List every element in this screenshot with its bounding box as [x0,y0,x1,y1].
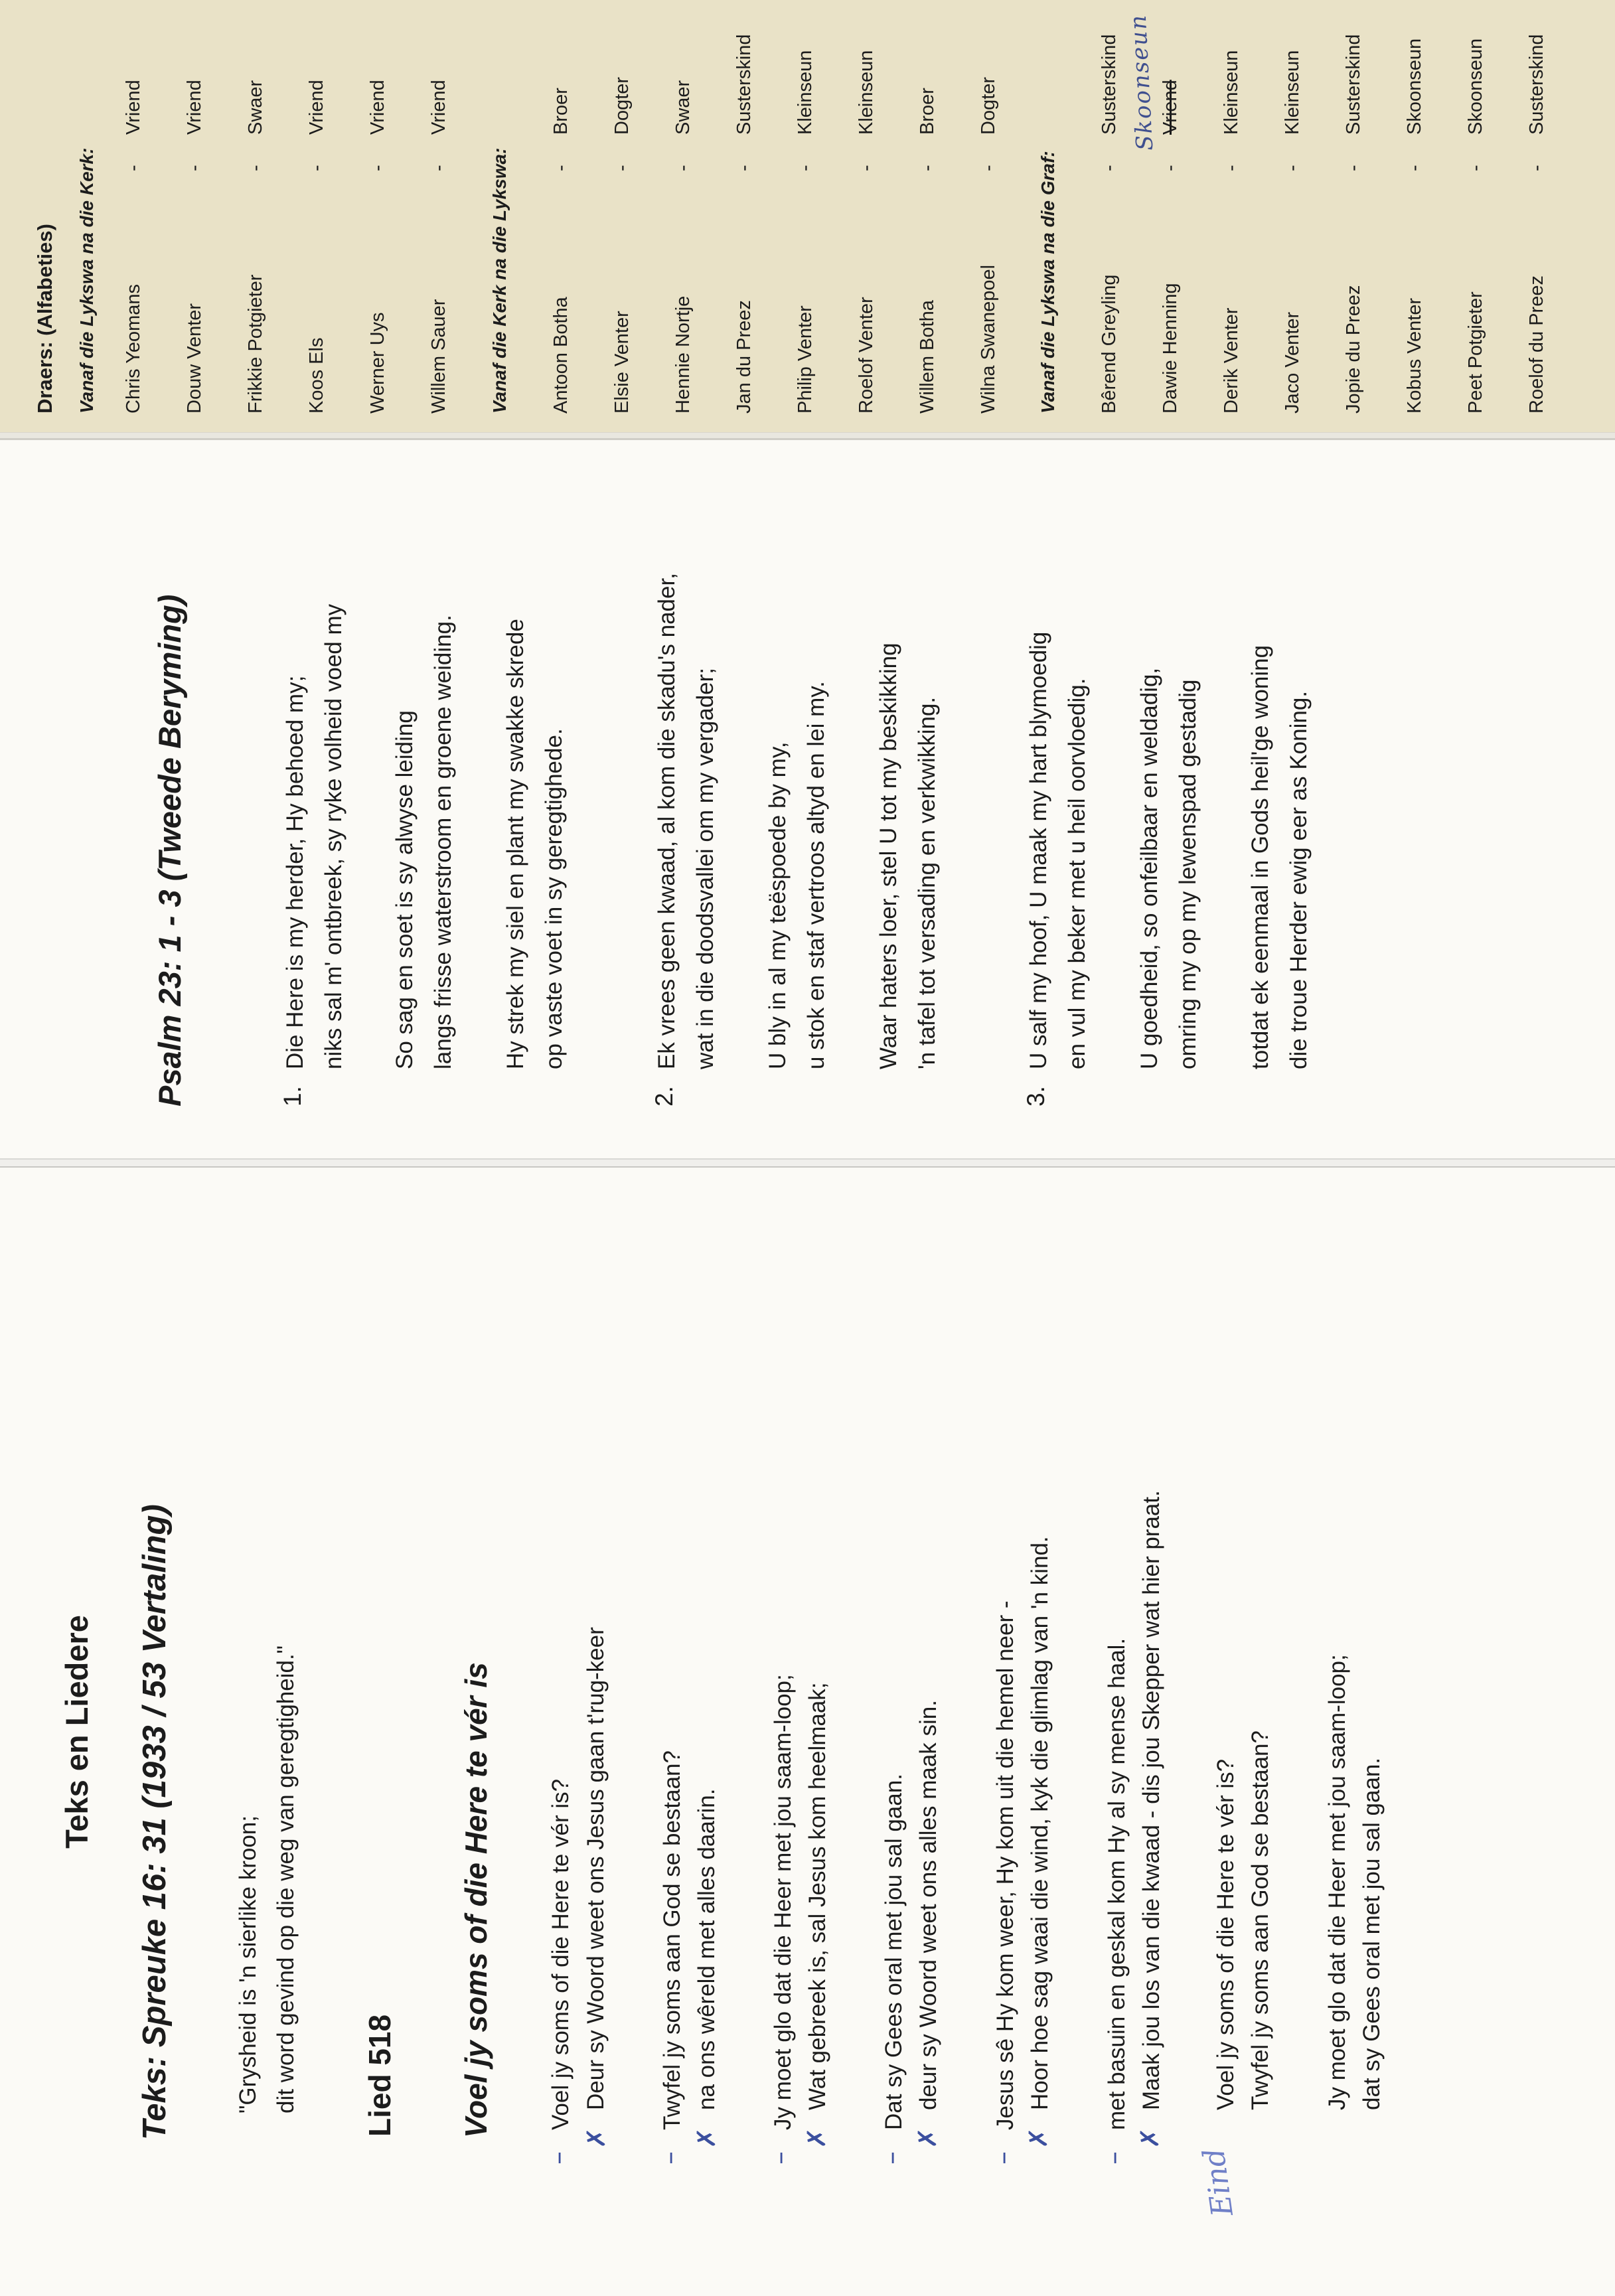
stanza-line: Voel jy soms of die Here te vér is? [1213,1758,1239,2110]
bearer-name: Willem Sauer [428,299,449,414]
bearer-relation-struck: Vriend [1160,80,1181,135]
bearers-group-heading: Vanaf die Lykswa na die Kerk: [76,147,97,414]
dash-mark: – [543,2151,574,2165]
separator-dash: - [1465,165,1486,171]
psalm-panel [0,440,1615,1158]
stanza-line: Deur sy Woord weet ons Jesus gaan t'rug-keer [583,1627,609,2110]
bearer-relation: Skoonseun [1404,38,1425,135]
dash-mark: – [765,2151,795,2165]
bearer-relation: Kleinseun [1221,50,1242,135]
dash-mark: – [654,2151,685,2165]
bearer-name: Hennie Nortje [672,295,694,414]
dash-mark: – [876,2151,907,2165]
bearer-relation: Susterskind [1099,34,1120,135]
verse-line: en vul my beker met u heil oorvloedig. [1064,678,1090,1069]
bearer-relation: Kleinseun [795,50,816,135]
bearer-relation: Vriend [306,80,327,135]
bearer-relation: Susterskind [1526,34,1547,135]
bearer-name: Wilna Swanepoel [978,264,999,414]
bearer-name: Werner Uys [367,312,388,414]
bearer-name: Chris Yeomans [123,283,144,414]
texts-and-songs-panel [0,1168,1615,2296]
separator-dash: - [550,165,572,171]
separator-dash: - [1099,165,1120,171]
verse-number: 1. [279,1086,306,1107]
page-fold-divider [0,1158,1615,1168]
separator-dash: - [795,165,816,171]
separator-dash: - [856,165,877,171]
stanza-line: na ons wêreld met alles daarin. [694,1788,720,2110]
verse-line: U goedheid, so onfeilbaar en weldadig, [1136,667,1162,1069]
handwritten-note: Eind [1197,2146,1240,2219]
separator-dash: - [306,165,327,171]
verse-line: Hy strek my siel en plant my swakke skrede [502,619,528,1069]
panel-heading: Teks en Liedere [59,1615,94,1849]
bearer-name: Derik Venter [1221,307,1242,414]
psalm-title: Psalm 23: 1 - 3 (Tweede Beryming) [152,594,187,1107]
bearers-panel [0,0,1615,432]
bearer-relation: Broer [550,88,572,135]
verse-line: 'n tafel tot versading en verkwikking. [914,696,940,1069]
bearer-name: Roelof Venter [856,297,877,414]
quote-line-1: "Grysheid is 'n sierlike kroon; [235,1815,261,2113]
cross-mark: ✗ [1135,2127,1164,2149]
cross-mark: ✗ [913,2127,942,2149]
verse-line: wat in die doodsvallei om my vergader; [692,667,718,1069]
verse-line: u stok en staf vertroos altyd en lei my. [803,681,829,1069]
bearer-relation: Skoonseun [1465,38,1486,135]
verse-line: totdat ek eenmaal in Gods heil'ge woning [1247,645,1273,1069]
cross-mark: ✗ [692,2127,721,2149]
bearer-relation: Kleinseun [856,50,877,135]
separator-dash: - [1526,165,1547,171]
bearer-name: Peet Potgieter [1465,291,1486,414]
verse-line: die troue Herder ewig eer as Koning. [1286,690,1312,1069]
bearer-name: Frikkie Potgieter [245,274,266,414]
bearer-relation: Dogter [611,76,633,135]
separator-dash: - [1221,165,1242,171]
verse-line: U salf my hoof, U maak my hart blymoedig [1026,631,1051,1069]
separator-dash: - [245,165,266,171]
bearer-relation: Broer [917,88,938,135]
separator-dash: - [123,165,144,171]
separator-dash: - [1282,165,1303,171]
stanza-line: Jy moet glo dat die Heer met jou saam-loop; [770,1674,796,2130]
stanza-line: Dat sy Gees oral met jou sal gaan. [881,1774,907,2130]
stanza-line: Twyfel jy soms aan God se bestaan? [1247,1730,1273,2110]
dash-mark: – [988,2151,1018,2165]
separator-dash: - [672,165,694,171]
bearer-name: Jaco Venter [1282,311,1303,414]
bearer-name: Roelof du Preez [1526,275,1547,414]
separator-dash: - [367,165,388,171]
separator-dash: - [428,165,449,171]
verse-number: 3. [1022,1086,1049,1107]
bearer-relation: Vriend [123,80,144,135]
separator-dash: - [1343,165,1364,171]
separator-dash: - [1404,165,1425,171]
bearers-group-heading: Vanaf die Kerk na die Lykswa: [489,147,510,414]
handwritten-correction: Skoonseun [1124,13,1159,151]
stanza-line: Maak jou los van die kwaad - dis jou Skepper wat hier praat. [1138,1490,1164,2110]
song-number: Lied 518 [362,2014,397,2137]
stanza-line: met basuin en geskal kom Hy al sy mense haal. [1104,1638,1130,2130]
bearer-name: Douw Venter [184,303,205,414]
separator-dash: - [733,165,755,171]
cross-mark: ✗ [581,2127,611,2149]
stanza-line: Hoor hoe sag waai die wind, kyk die glimlag van 'n kind. [1027,1536,1053,2110]
verse-line: langs frisse waterstroom en groene weiding. [430,615,456,1069]
separator-dash: - [611,165,633,171]
stanza-line: Jesus sê Hy kom weer, Hy kom uit die hemel neer - [992,1600,1018,2130]
stanza-line: Twyfel jy soms aan God se bestaan? [659,1750,685,2130]
bearer-name: Bêrend Greyling [1099,274,1120,414]
cross-mark: ✗ [1024,2127,1053,2149]
stanza-line: Jy moet glo dat die Heer met jou saam-loop; [1324,1654,1350,2110]
verse-line: Waar haters loer, stel U tot my beskikking [876,643,901,1069]
bearer-name: Elsie Venter [611,311,633,414]
bearer-relation: Swaer [245,80,266,135]
separator-dash: - [917,165,938,171]
bearer-name: Dawie Henning [1160,283,1181,414]
dash-mark: – [1099,2151,1129,2165]
bearer-name: Philip Venter [795,305,816,414]
stanza-line: deur sy Woord weet ons alles maak sin. [915,1700,941,2110]
cross-mark: ✗ [802,2127,831,2149]
stanza-line: Wat gebreek is, sal Jesus kom heelmaak; [805,1682,830,2110]
bearer-relation: Swaer [672,80,694,135]
bearer-relation: Susterskind [1343,34,1364,135]
song-title: Voel jy soms of die Here te vér is [459,1662,493,2138]
separator-dash: - [184,165,205,171]
verse-line: U bly in al my teëspoede by my, [765,741,791,1069]
bearer-relation: Vriend [428,80,449,135]
verse-number: 2. [651,1086,678,1107]
bearer-relation: Vriend [367,80,388,135]
bearer-name: Willem Botha [917,300,938,414]
bearer-relation: Susterskind [733,34,755,135]
verse-line: So sag en soet is sy alwyse leiding [392,710,418,1069]
separator-dash: - [1160,165,1181,171]
verse-line: Ek vrees geen kwaad, al kom die skadu's nader, [654,573,680,1069]
stanza-line: Voel jy soms of die Here te vér is? [548,1778,574,2130]
verse-line: omring my op my lewenspad gestadig [1175,679,1201,1069]
bearer-name: Kobus Venter [1404,297,1425,414]
bearer-name: Jopie du Preez [1343,285,1364,414]
bearers-title: Draers: (Alfabeties) [33,224,56,414]
bearer-name: Koos Els [306,337,327,414]
verse-line: op vaste voet in sy geregtighede. [541,728,567,1069]
stanza-line: dat sy Gees oral met jou sal gaan. [1359,1757,1385,2110]
bearer-relation: Vriend [184,80,205,135]
bearer-name: Antoon Botha [550,297,572,414]
page-fold-divider [0,432,1615,440]
verse-line: Die Here is my herder, Hy behoed my; [282,675,308,1069]
bearer-relation: Dogter [978,76,999,135]
bearers-group-heading: Vanaf die Lykswa na die Graf: [1038,151,1058,414]
bearer-relation: Kleinseun [1282,50,1303,135]
verse-line: niks sal m' ontbreek, sy ryke volheid voed my [321,603,346,1069]
bearer-name: Jan du Preez [733,300,755,414]
separator-dash: - [978,165,999,171]
quote-line-2: dit word gevind op die weg van geregtigheid." [273,1645,299,2113]
text-reference-title: Teks: Spreuke 16: 31 (1933 / 53 Vertaling) [137,1504,173,2140]
